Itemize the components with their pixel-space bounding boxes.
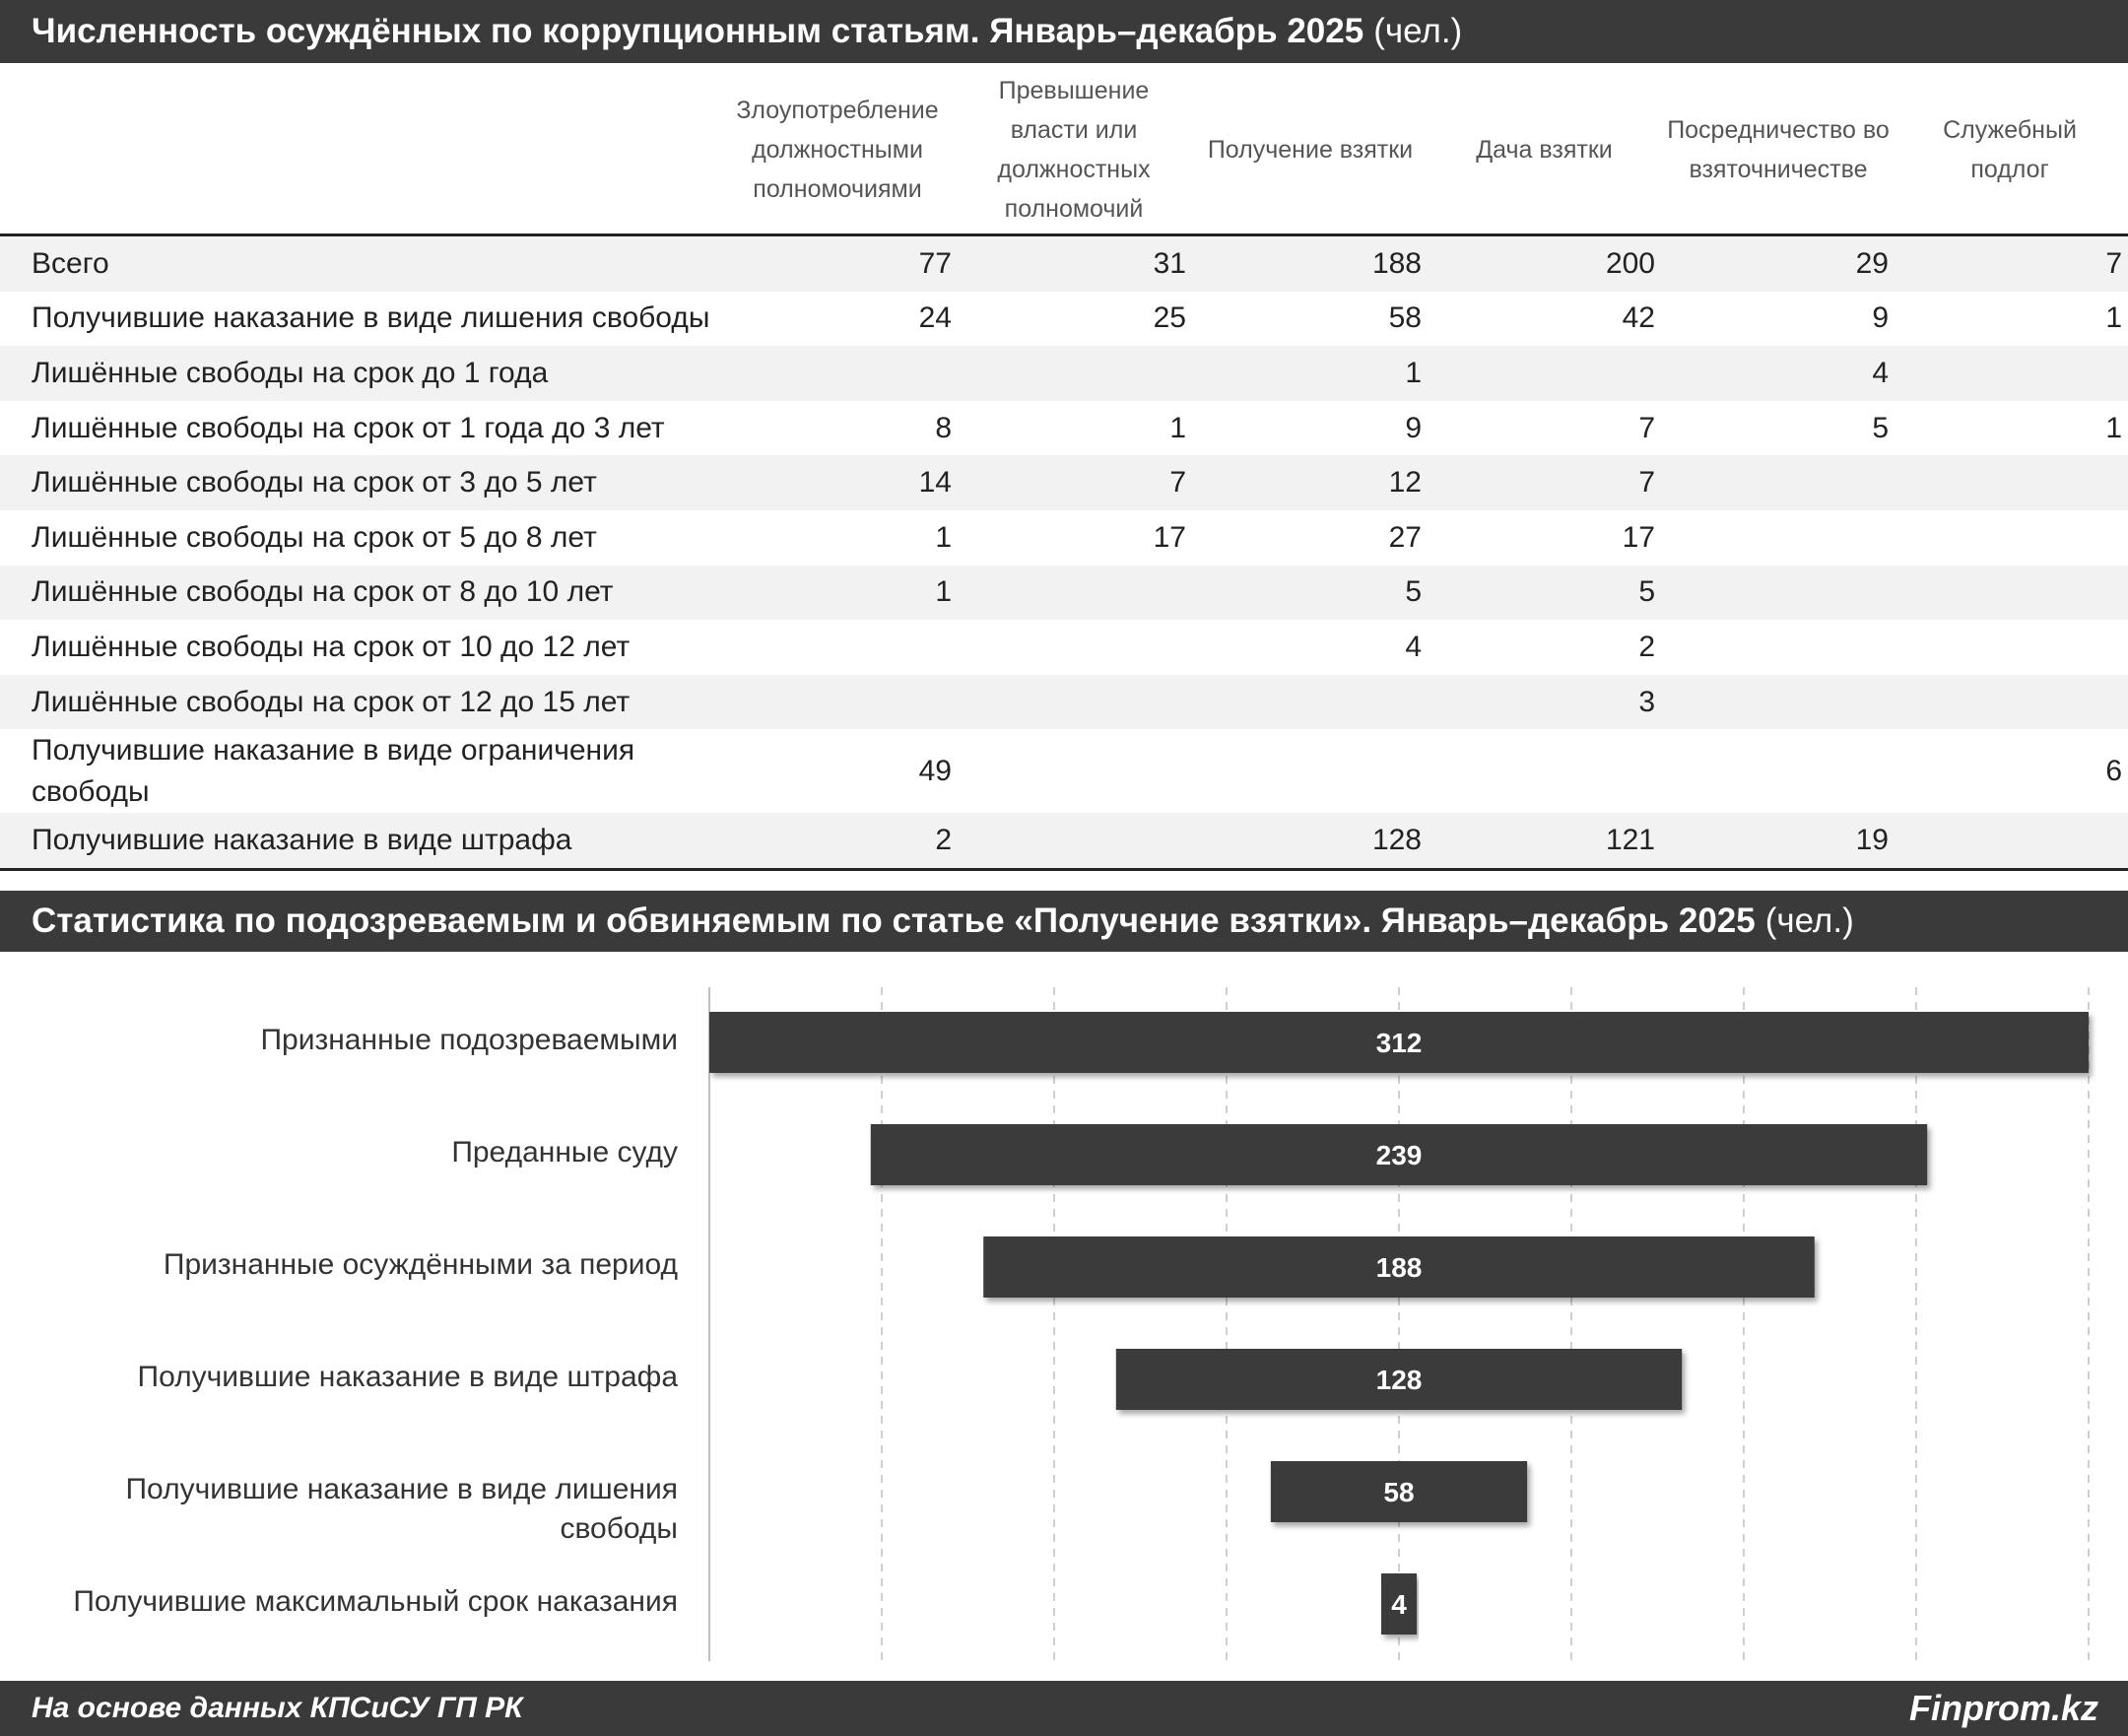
table-cell: 7: [1169, 466, 1186, 500]
table-cell: 7: [1638, 466, 1655, 500]
row-label: Получившие наказание в виде ограничения свободы: [32, 733, 635, 808]
table-title-unit: (чел.): [1373, 12, 1463, 50]
table-row: [0, 236, 2128, 292]
bribery-funnel-chart: [0, 952, 2128, 1681]
table-row: [0, 401, 2128, 456]
table-cell: 1: [2105, 411, 2122, 444]
table-cell: 7: [2105, 246, 2122, 280]
table-cell: [1009, 346, 1186, 401]
table-cell: 5: [1638, 575, 1655, 609]
table-cell: [1009, 813, 1186, 868]
table-cell: 24: [918, 301, 952, 335]
table-cell: 12: [1388, 466, 1422, 500]
table-cell: 1: [2105, 301, 2122, 335]
table-cell: 29: [1855, 246, 1889, 280]
source-note: На основе данных КПСиСУ ГП РК: [32, 1692, 523, 1724]
table-cell: 1: [1405, 356, 1422, 389]
table-cell: [1009, 675, 1186, 730]
table-cell: 7: [1638, 411, 1655, 444]
funnel-svg: [0, 952, 2128, 1681]
funnel-data-label: 58: [1383, 1477, 1415, 1507]
funnel-category-label: Получившие максимальный срок наказания: [73, 1585, 678, 1618]
table-cell: 8: [935, 411, 952, 444]
table-cell: 27: [1388, 520, 1422, 554]
table-row: [0, 729, 2128, 813]
table-cell: [1945, 455, 2122, 510]
table-cell: [1711, 455, 1889, 510]
row-label: Лишённые свободы на срок от 5 до 8 лет: [32, 520, 597, 554]
row-label: Лишённые свободы на срок от 12 до 15 лет: [32, 685, 631, 718]
table-cell: [1009, 620, 1186, 675]
funnel-title-band: [0, 891, 2128, 952]
column-header-4: Дача взятки: [1476, 136, 1613, 164]
table-cell: [1711, 620, 1889, 675]
table-cell: [1244, 675, 1422, 730]
table-row: [0, 813, 2128, 868]
column-header-6: Служебный подлог: [1943, 116, 2077, 183]
table-cell: 4: [1872, 356, 1889, 389]
funnel-category-label: Получившие наказание в виде лишения свободы: [125, 1473, 678, 1545]
table-cell: 9: [1405, 411, 1422, 444]
table-cell: 58: [1388, 301, 1422, 335]
table-cell: 5: [1872, 411, 1889, 444]
table-cell: 128: [1371, 824, 1422, 857]
table-row: [0, 455, 2128, 510]
table-cell: [1945, 346, 2122, 401]
table-cell: 42: [1622, 301, 1655, 335]
funnel-category-label: Получившие наказание в виде штрафа: [137, 1361, 678, 1393]
table-cell: 49: [918, 754, 952, 787]
column-header-5: Посредничество во взяточничестве: [1667, 116, 1890, 183]
table-row: [0, 620, 2128, 675]
column-header-3: Получение взятки: [1207, 136, 1414, 164]
table-cell: [1945, 510, 2122, 566]
table-cell: [1711, 675, 1889, 730]
table-title-band: [0, 0, 2128, 63]
table-cell: 1: [935, 520, 952, 554]
table-cell: 5: [1405, 575, 1422, 609]
table-cell: 6: [2105, 754, 2122, 787]
funnel-category-label: Признанные осуждёнными за период: [163, 1248, 678, 1281]
table-cell: 17: [1153, 520, 1186, 554]
table-cell: 3: [1638, 685, 1655, 718]
column-header-1: Злоупотребление должностными полномочиями: [736, 97, 939, 203]
funnel-data-label: 312: [1375, 1028, 1423, 1058]
row-label: Лишённые свободы на срок от 8 до 10 лет: [32, 575, 614, 609]
table-cell: [1009, 566, 1186, 621]
footer: [0, 1681, 2128, 1736]
row-label: Лишённые свободы на срок от 10 до 12 лет: [32, 630, 631, 663]
table-cell: 25: [1153, 301, 1186, 335]
table-cell: [1478, 729, 1655, 813]
column-header-2: Превышение власти или должностных полномочий: [997, 77, 1151, 223]
table-cell: 121: [1605, 824, 1655, 857]
table-row: [0, 566, 2128, 621]
funnel-title-unit: (чел.): [1764, 901, 1854, 940]
table-cell: 19: [1855, 824, 1889, 857]
table-cell: [1711, 510, 1889, 566]
funnel-title: Статистика по подозреваемым и обвиняемым по статье «Получение взятки». Январь–декабрь 2025: [32, 901, 1756, 940]
table-bottom-rule: [0, 868, 2128, 871]
funnel-data-label: 128: [1375, 1365, 1423, 1395]
convictions-table: [0, 63, 2128, 871]
table-body: [0, 236, 2128, 868]
table-cell: 14: [918, 466, 952, 500]
table-cell: [1711, 566, 1889, 621]
table-cell: [1711, 729, 1889, 813]
funnel-data-label: 4: [1391, 1589, 1407, 1620]
table-cell: 2: [1638, 630, 1655, 663]
row-label: Лишённые свободы на срок от 1 года до 3 лет: [32, 411, 665, 444]
table-cell: 188: [1371, 246, 1422, 280]
table-cell: 31: [1153, 246, 1186, 280]
table-cell: [1945, 620, 2122, 675]
table-row: [0, 292, 2128, 347]
table-cell: 9: [1872, 301, 1889, 335]
table-cell: 1: [1169, 411, 1186, 444]
table-cell: [1945, 675, 2122, 730]
table-row: [0, 510, 2128, 566]
table-cell: 4: [1405, 630, 1422, 663]
brand-logo-text: Finprom.kz: [1908, 1688, 2098, 1728]
table-cell: [774, 675, 952, 730]
table-cell: [774, 620, 952, 675]
table-cell: 200: [1605, 246, 1655, 280]
row-label: Всего: [32, 246, 109, 280]
table-cell: [1945, 566, 2122, 621]
table-header: [0, 63, 2128, 236]
row-label: Получившие наказание в виде штрафа: [32, 824, 572, 857]
funnel-category-label: Признанные подозреваемыми: [260, 1024, 678, 1056]
table-cell: 77: [918, 246, 952, 280]
table-cell: [1009, 729, 1186, 813]
funnel-data-label: 188: [1375, 1252, 1423, 1283]
table-row: [0, 675, 2128, 730]
funnel-category-label: Преданные суду: [451, 1136, 678, 1168]
table-cell: [1478, 346, 1655, 401]
table-title: Численность осуждённых по коррупционным статьям. Январь–декабрь 2025: [32, 12, 1364, 50]
row-label: Лишённые свободы на срок от 3 до 5 лет: [32, 466, 597, 500]
table-cell: [774, 346, 952, 401]
funnel-data-label: 239: [1375, 1140, 1423, 1170]
table-cell: [1244, 729, 1422, 813]
table-cell: [1945, 813, 2122, 868]
table-cell: 2: [935, 824, 952, 857]
table-cell: 17: [1622, 520, 1655, 554]
row-label: Получившие наказание в виде лишения свободы: [32, 301, 710, 335]
table-row: [0, 346, 2128, 401]
table-cell: 1: [935, 575, 952, 609]
row-label: Лишённые свободы на срок до 1 года: [32, 356, 549, 389]
